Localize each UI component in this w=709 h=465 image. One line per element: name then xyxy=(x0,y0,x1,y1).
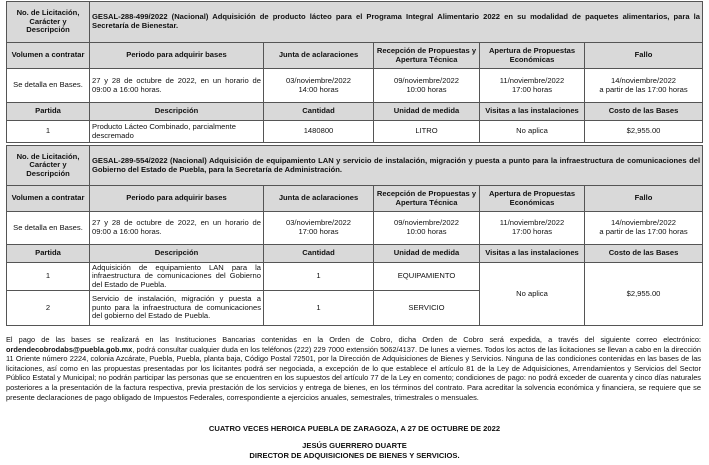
periodo-value: 27 y 28 de octubre de 2022, en un horario de 09:00 a 16:00 horas. xyxy=(90,69,264,103)
no-licitacion-header: No. de Licitación, Carácter y Descripción xyxy=(7,2,90,43)
partida-header: Partida xyxy=(7,245,90,263)
volumen-value: Se detalla en Bases. xyxy=(7,212,90,245)
recepcion-header: Recepción de Propuestas y Apertura Técnica xyxy=(374,186,480,212)
cantidad-value: 1 xyxy=(264,291,374,326)
junta-value: 03/noviembre/2022 17:00 horas xyxy=(264,212,374,245)
cantidad-header: Cantidad xyxy=(264,245,374,263)
junta-value: 03/noviembre/2022 14:00 horas xyxy=(264,69,374,103)
junta-header: Junta de aclaraciones xyxy=(264,186,374,212)
cantidad-value: 1480800 xyxy=(264,121,374,143)
signer-title: DIRECTOR DE ADQUISICIONES DE BIENES Y SERVICIOS. xyxy=(249,451,460,460)
volumen-header: Volumen a contratar xyxy=(7,43,90,69)
partida-value: 1 xyxy=(7,263,90,291)
descripcion-value: Servicio de instalación, migración y puesta a punto para la infraestructura de comunicaciones del gobierno del Estado de Puebla. xyxy=(90,291,264,326)
fallo-header: Fallo xyxy=(585,43,703,69)
costo-value: $2,955.00 xyxy=(585,121,703,143)
visitas-value: No aplica xyxy=(480,121,585,143)
licitacion-1-title: GESAL-288-499/2022 (Nacional) Adquisición de producto lácteo para el Programa Integral Alimentario 2022 en su modalidad de paquetes alimentarios, para la Secretaría de Bienestar. xyxy=(90,2,703,43)
volumen-value: Se detalla en Bases. xyxy=(7,69,90,103)
apertura-header: Apertura de Propuestas Económicas xyxy=(480,186,585,212)
partida-value: 1 xyxy=(7,121,90,143)
visitas-header: Visitas a las instalaciones xyxy=(480,245,585,263)
partida-header: Partida xyxy=(7,103,90,121)
no-licitacion-header: No. de Licitación, Carácter y Descripción xyxy=(7,146,90,186)
place-date: CUATRO VECES HEROICA PUEBLA DE ZARAGOZA, A 27 DE OCTUBRE DE 2022 xyxy=(208,424,501,433)
conditions-paragraph xyxy=(6,335,701,402)
signer-name: JESÚS GUERRERO DUARTE xyxy=(302,441,407,450)
descripcion-value: Producto Lácteo Combinado, parcialmente descremado xyxy=(90,121,264,143)
periodo-value: 27 y 28 de octubre de 2022, en un horario de 09:00 a 16:00 horas. xyxy=(90,212,264,245)
email-link[interactable]: ordendecobrodabs@puebla.gob.mx xyxy=(6,344,133,354)
partida-value: 2 xyxy=(7,291,90,326)
apertura-header: Apertura de Propuestas Económicas xyxy=(480,43,585,69)
cantidad-header: Cantidad xyxy=(264,103,374,121)
descripcion-header: Descripción xyxy=(90,103,264,121)
apertura-value: 11/noviembre/2022 17:00 horas xyxy=(480,69,585,103)
apertura-value: 11/noviembre/2022 17:00 horas xyxy=(480,212,585,245)
costo-value: $2,955.00 xyxy=(585,263,703,326)
fallo-header: Fallo xyxy=(585,186,703,212)
recepcion-header: Recepción de Propuestas y Apertura Técnica xyxy=(374,43,480,69)
unidad-header: Unidad de medida xyxy=(374,245,480,263)
visitas-value: No aplica xyxy=(480,263,585,326)
descripcion-header: Descripción xyxy=(90,245,264,263)
fallo-value: 14/noviembre/2022 a partir de las 17:00 horas xyxy=(585,69,703,103)
paragraph-intro: El pago de las bases se realizará en las Instituciones Bancarias contenidas en la Orden de Cobro, dicha Orden de Cobro será expedida, a través del siguiente correo electrónico: xyxy=(6,335,701,344)
recepcion-value: 09/noviembre/2022 10:00 horas xyxy=(374,212,480,245)
periodo-header: Periodo para adquirir bases xyxy=(90,186,264,212)
periodo-header: Periodo para adquirir bases xyxy=(90,43,264,69)
costo-header: Costo de las Bases xyxy=(585,245,703,263)
visitas-header: Visitas a las instalaciones xyxy=(480,103,585,121)
unidad-value: SERVICIO xyxy=(374,291,480,326)
licitacion-2-title: GESAL-289-554/2022 (Nacional) Adquisición de equipamiento LAN y servicio de instalación, migración y puesta a punto para la infraestructura de comunicaciones del Gobierno del Estado de Puebla, para la Secretaría de Administración. xyxy=(90,146,703,186)
licitacion-2-table xyxy=(6,145,703,326)
unidad-value: EQUIPAMIENTO xyxy=(374,263,480,291)
costo-header: Costo de las Bases xyxy=(585,103,703,121)
unidad-value: LITRO xyxy=(374,121,480,143)
table-row xyxy=(7,121,703,143)
table-row xyxy=(7,263,703,291)
junta-header: Junta de aclaraciones xyxy=(264,43,374,69)
volumen-header: Volumen a contratar xyxy=(7,186,90,212)
fallo-value: 14/noviembre/2022 a partir de las 17:00 horas xyxy=(585,212,703,245)
unidad-header: Unidad de medida xyxy=(374,103,480,121)
cantidad-value: 1 xyxy=(264,263,374,291)
recepcion-value: 09/noviembre/2022 10:00 horas xyxy=(374,69,480,103)
descripcion-value: Adquisición de equipamiento LAN para la infraestructura de comunicaciones del Gobierno del Estado de Puebla. xyxy=(90,263,264,291)
paragraph-body: , podrá consultar cualquier duda en los teléfonos (222) 229 7000 extensión 5062/4137. De lunes a viernes. Todos los actos de las licitaciones se llevan a cabo en la dirección 11 Oriente número 2224, colonia Azcárate, Puebla, Puebla, planta baja, Código Postal 72501, por la Dirección de Adquisiciones de Bienes y Servicios. Ninguna de las condiciones contenidas en las bases de las licitaciones, así como en las propuestas presentadas por los licitantes podrá ser negociada, a excepción de lo que establece el artículo 81 de la Ley de Adquisiciones, Arrendamientos y Servicios del Sector Público Estatal y Municipal; no podrán participar las personas que se encuentren en los supuestos del artículo 77 de la Ley en comento; condiciones de pago: no podrá exceder de cuarenta y cinco días naturales posteriores a la presentación de la factura respectiva, previa prestación de los servicios y entrega de bienes, en los términos del contrato. Para acreditar la solvencia económica y financiera, se requiere que se presente declaraciones de pago obligado de Impuestos Federales, correspondiente a ejercicios anuales, semestrales, trimestrales o mensuales. xyxy=(6,344,701,402)
licitacion-1-table xyxy=(6,1,703,143)
